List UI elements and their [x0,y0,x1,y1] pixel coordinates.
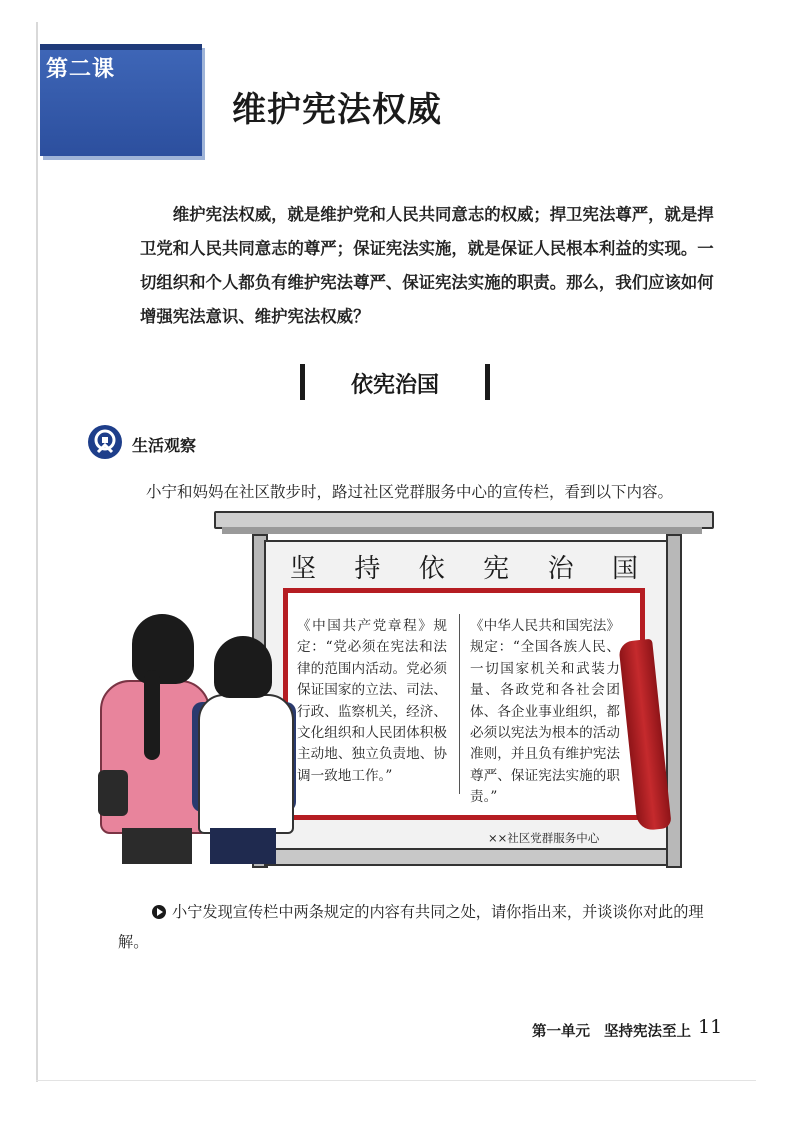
mother-pants [122,828,192,864]
bulletin-organization: ××社区党群服务中心 [488,831,600,845]
section-heading-text: 依宪治国 [350,373,439,398]
observation-icon [88,425,122,459]
bulletin-banner [278,548,650,585]
banner-char: 持 [354,554,381,584]
banner-char: 国 [611,554,638,584]
banner-char: 依 [418,554,445,584]
child-hair [214,636,272,698]
lesson-badge-stripe [40,44,202,50]
intro-paragraph [140,198,718,334]
banner-char: 坚 [290,554,317,584]
bulletin-roof-shadow [222,527,702,534]
mother-hair [132,614,194,684]
footer-unit: 第一单元 [532,1024,590,1040]
child-figure [198,694,294,834]
observation-text: 小宁和妈妈在社区散步时，路过社区党群服务中心的宣传栏，看到以下内容。 [146,483,674,501]
banner-char: 治 [547,554,574,584]
bulletin-base [264,848,668,866]
page-bottom-rule [36,1080,756,1081]
page-footer [532,1020,691,1041]
observation-label: 生活观察 [132,436,197,455]
lesson-label: 第二课 [46,57,116,82]
question-text: 小宁发现宣传栏中两条规定的内容有共同之处，请你指出来，并谈谈你对此的理解。 [118,903,704,951]
page-edge [36,22,38,1082]
page-number: 11 [698,1016,723,1038]
state-constitution-quote: 《中华人民共和国宪法》规定：“全国各族人民、一切国家机关和武装力量、各政党和各社会团体、各企业事业组织，都必须以宪法为根本的活动准则，并且负有维护宪法尊严、保证宪法实施的职责。” [470,618,620,806]
intro-text: 维护宪法权威，就是维护党和人民共同意志的权威；捍卫宪法尊严，就是捍卫党和人民共同意志的尊严；保证宪法实施，就是保证人民根本利益的实现。一切组织和个人都负有维护宪法尊严、保证宪法实施的职责。那么，我们应该如何增强宪法意识、维护宪法权威？ [140,205,714,326]
mother-ponytail [144,670,160,760]
play-bullet-icon [152,905,166,919]
bulletin-divider [459,614,460,794]
question [118,897,718,957]
section-heading [300,360,490,402]
party-constitution-quote: 《中国共产党章程》规定：“党必须在宪法和法律的范围内活动。党必须保证国家的立法、司法、行政、监察机关，经济、文化组织和人民团体积极主动地、独立负责地、协调一致地工作。” [297,618,447,784]
child-pants [210,828,276,864]
banner-char: 宪 [483,554,510,584]
footer-unit-title: 坚持宪法至上 [604,1024,691,1040]
heading-bar-right [485,364,490,400]
lesson-title: 维护宪法权威 [232,90,442,130]
mother-bag [98,770,128,816]
